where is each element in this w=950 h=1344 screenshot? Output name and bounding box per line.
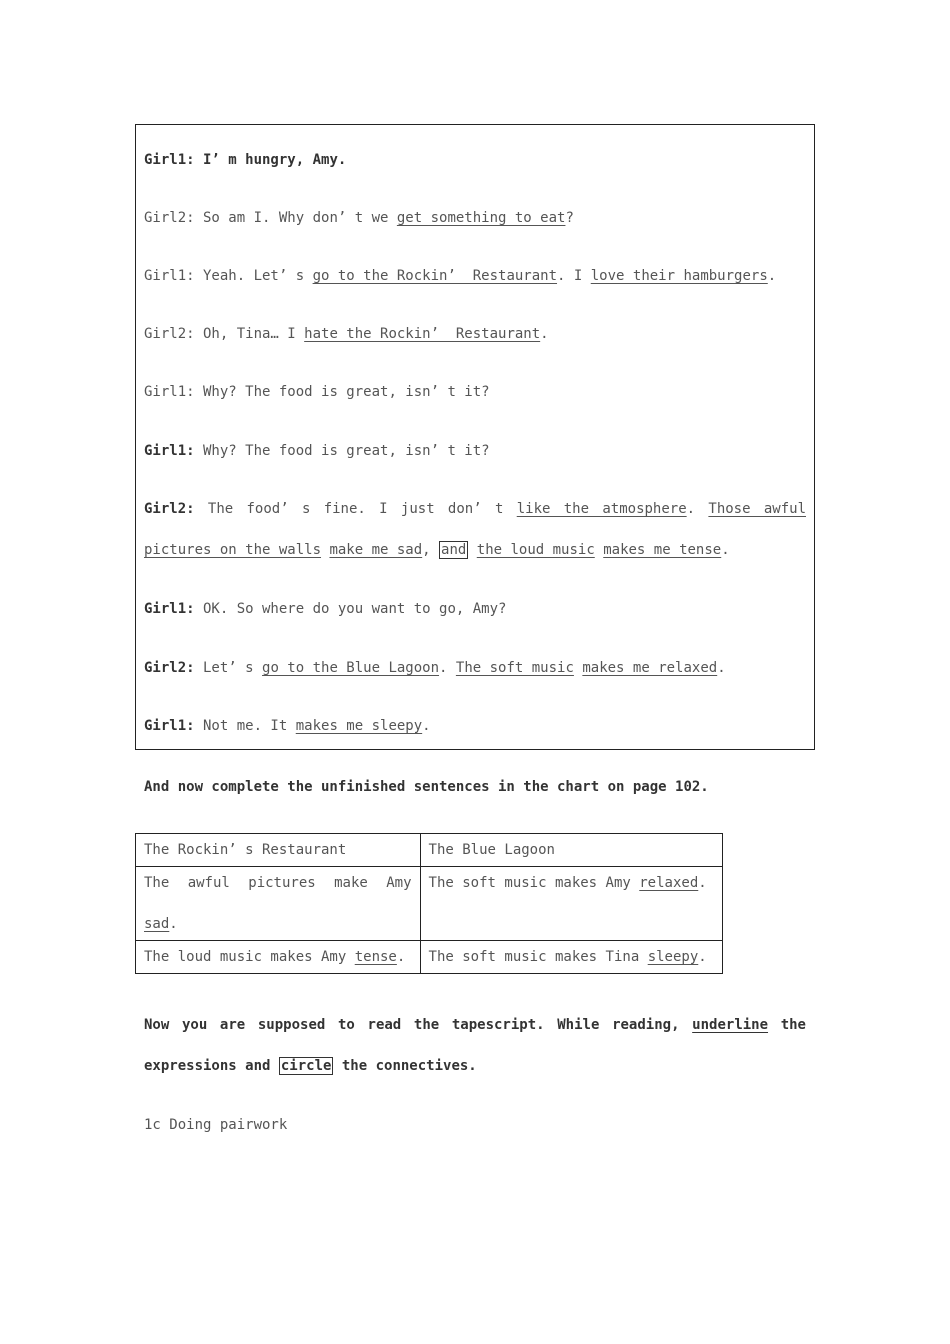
dialogue-text: ? (565, 210, 574, 226)
underlined-expression: like the atmosphere (516, 501, 687, 517)
instruction-text: expressions and (144, 1058, 279, 1074)
underlined-answer: relaxed (639, 875, 699, 891)
underlined-answer: sad (144, 916, 170, 932)
speaker-label: Girl1: (144, 443, 195, 459)
underlined-expression: Those awful (708, 501, 806, 517)
dialogue-text: The food’ s fine. I just don’ t (194, 501, 517, 517)
underlined-expression: go to the Blue Lagoon (262, 660, 440, 676)
cell-text: The loud music makes Amy (144, 949, 355, 965)
dialogue-text: Yeah. Let’ s (194, 268, 313, 284)
instruction-text: the (768, 1017, 806, 1033)
dialogue-line-2 (144, 208, 574, 228)
cell-text: . (698, 875, 707, 891)
dialogue-text: , (422, 542, 440, 558)
table-row (136, 867, 723, 941)
dialogue-text: . (422, 718, 431, 734)
speaker-label: Girl2: (144, 501, 195, 517)
section-heading: 1c Doing pairwork (144, 1117, 288, 1133)
underlined-expression: the loud music (476, 542, 595, 558)
dialogue-line-4 (144, 324, 549, 344)
cell-text: . (698, 949, 707, 965)
instruction-text: Now you are supposed to read the tapescript. While reading, (144, 1017, 693, 1033)
dialogue-text: Why? The food is great, isn’ t it? (194, 384, 490, 400)
underlined-expression: love their hamburgers (590, 268, 768, 284)
dialogue-line-1 (144, 150, 346, 170)
dialogue-text: OK. So where do you want to go, Amy? (194, 601, 507, 617)
speaker-label: Girl2: (144, 326, 195, 342)
dialogue-line-7 (144, 499, 806, 519)
chart-instruction: And now complete the unfinished sentences in the chart on page 102. (144, 779, 709, 795)
table-row (136, 834, 723, 867)
header-blue-lagoon: The Blue Lagoon (420, 834, 722, 867)
underlined-expression: go to the Rockin’ Restaurant (312, 268, 558, 284)
speaker-label: Girl1: (144, 718, 195, 734)
table-cell (420, 867, 722, 941)
dialogue-line-6 (144, 441, 490, 461)
dialogue-line-7-continued (144, 540, 730, 560)
cell-text: . (169, 916, 178, 932)
underlined-expression: get something to eat (396, 210, 566, 226)
cell-text: . (396, 949, 406, 965)
dialogue-text: Why? The food is great, isn’ t it? (194, 443, 490, 459)
header-rockins-restaurant: The Rockin’ s Restaurant (136, 834, 421, 867)
dialogue-text: . (686, 501, 709, 517)
dialogue-line-9 (144, 658, 726, 678)
table-cell (420, 941, 722, 974)
underlined-expression: makes me tense (603, 542, 722, 558)
underlined-expression: makes me sleepy (295, 718, 423, 734)
dialogue-text: . (439, 660, 456, 676)
comparison-chart (135, 833, 723, 974)
speaker-label: Girl1: (144, 152, 195, 168)
dialogue-text (595, 542, 603, 558)
underlined-answer: tense (354, 949, 397, 965)
dialogue-text: Oh, Tina… I (194, 326, 305, 342)
circled-word: circle (280, 1058, 332, 1074)
speaker-label: Girl2: (144, 660, 195, 676)
speaker-label: Girl2: (144, 210, 195, 226)
underlined-answer: sleepy (647, 949, 699, 965)
table-cell (136, 867, 421, 941)
table-cell (136, 941, 421, 974)
speaker-label: Girl1: (144, 601, 195, 617)
dialogue-line-10 (144, 716, 431, 736)
cell-text (144, 914, 412, 934)
cell-text: The soft music makes Tina (428, 949, 648, 965)
table-row (136, 941, 723, 974)
dialogue-text: . I (557, 268, 591, 284)
cell-text: The soft music makes Amy (428, 875, 640, 891)
dialogue-text: So am I. Why don’ t we (194, 210, 397, 226)
instruction-text: the connectives. (333, 1058, 477, 1074)
reading-instruction-line-1 (144, 1015, 806, 1035)
underlined-word: underline (692, 1017, 769, 1033)
dialogue-line-5 (144, 382, 490, 402)
underlined-expression: hate the Rockin’ Restaurant (304, 326, 541, 342)
underlined-expression: makes me relaxed (582, 660, 718, 676)
reading-instruction-line-2 (144, 1056, 477, 1076)
underlined-expression: pictures on the walls (144, 542, 322, 558)
dialogue-text: Not me. It (194, 718, 296, 734)
dialogue-line-8 (144, 599, 506, 619)
dialogue-line-3 (144, 266, 776, 286)
dialogue-text: I’ m hungry, Amy. (194, 152, 347, 168)
circled-connective: and (441, 542, 467, 558)
underlined-expression: The soft music (455, 660, 574, 676)
speaker-label: Girl1: (144, 268, 195, 284)
underlined-expression: make me sad (329, 542, 423, 558)
dialogue-text: Let’ s (194, 660, 263, 676)
cell-text: The awful pictures make Amy (144, 875, 412, 891)
speaker-label: Girl1: (144, 384, 195, 400)
dialogue-text: . (767, 268, 777, 284)
dialogue-text: . (540, 326, 549, 342)
dialogue-text (468, 542, 476, 558)
dialogue-text: . (717, 660, 726, 676)
dialogue-text: . (721, 542, 730, 558)
